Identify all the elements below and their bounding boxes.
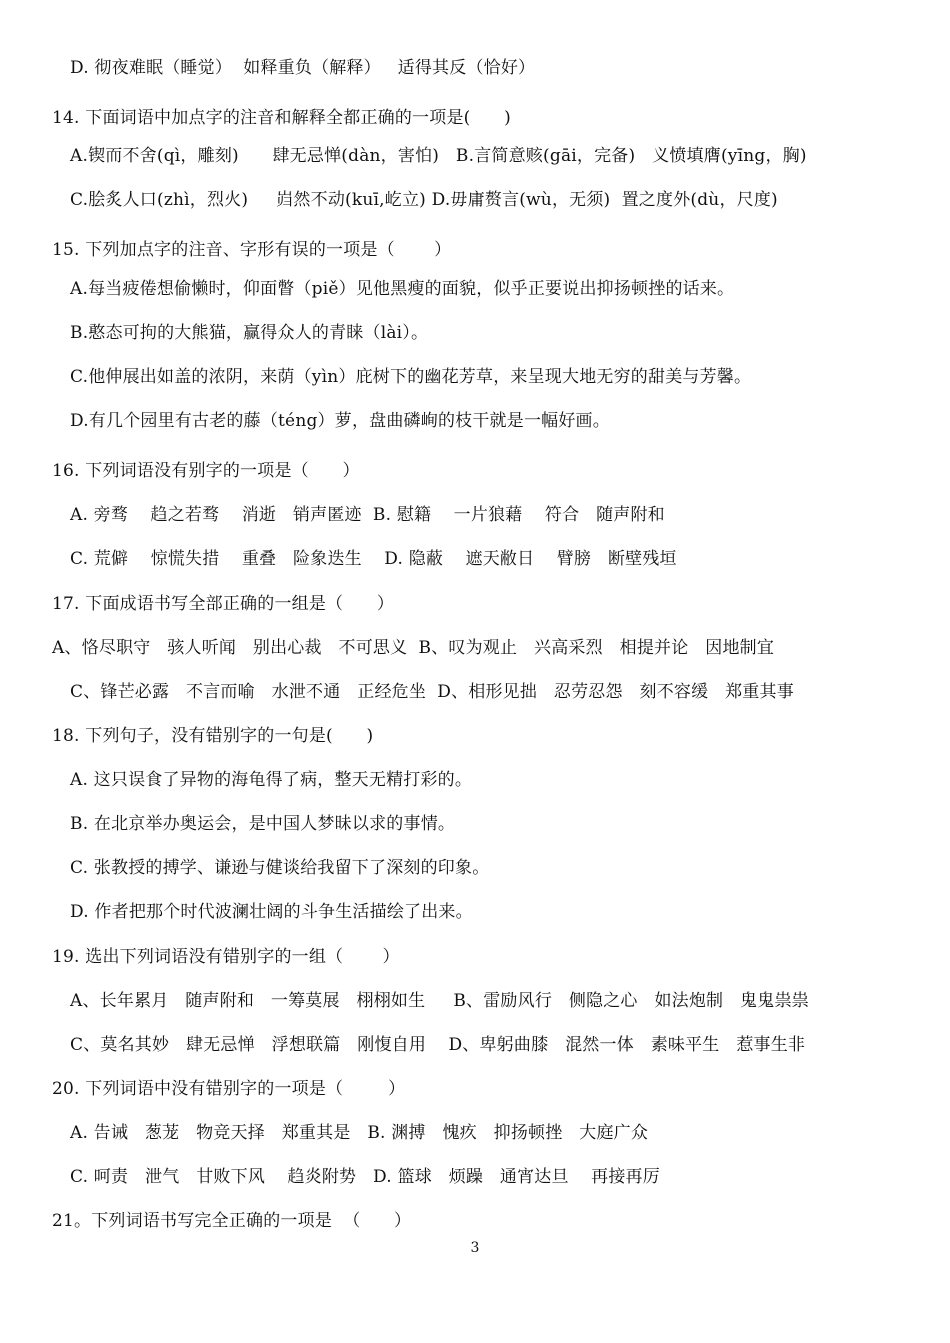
q15-option-c: C.他伸展出如盖的浓阴，来荫（yìn）庇树下的幽花芳草，来呈现大地无穷的甜美与芳馨。 [70, 367, 752, 387]
q17-stem: 17. 下面成语书写全部正确的一组是（ ） [52, 594, 395, 614]
q18-option-b: B. 在北京举办奥运会，是中国人梦昧以求的事情。 [70, 814, 456, 834]
q16-stem: 16. 下列词语没有别字的一项是（ ） [52, 461, 360, 481]
q16-options-ab: A. 旁骛 趋之若骛 消逝 销声匿迹 B. 慰籍 一片狼藉 符合 随声附和 [70, 505, 665, 525]
q15-option-b: B.憨态可拘的大熊猫，赢得众人的青睐（lài）。 [70, 323, 429, 343]
q18-option-a: A. 这只误食了异物的海龟得了病，整天无精打彩的。 [70, 770, 473, 790]
q14-options-ab: A.锲而不舍(qì，雕刻) 肆无忌惮(dàn，害怕) B.言简意赅(gāi，完备) 义愤填膺(yīng，胸) [70, 146, 807, 166]
q13-option-d: D. 彻夜难眠（睡觉） 如释重负（解释） 适得其反（恰好） [70, 58, 536, 78]
q17-options-cd: C、锋芒必露 不言而喻 水泄不通 正经危坐 D、相形见拙 忍劳忍怨 刻不容缓 郑重其事 [70, 682, 794, 702]
page-number: 3 [470, 1240, 480, 1256]
q16-options-cd: C. 荒僻 惊慌失措 重叠 险象迭生 D. 隐蔽 遮天敝日 臂膀 断壁残垣 [70, 549, 677, 569]
q15-option-d: D.有几个园里有古老的藤（téng）萝，盘曲磷峋的枝干就是一幅好画。 [70, 411, 610, 431]
q18-option-d: D. 作者把那个时代波澜壮阔的斗争生活描绘了出来。 [70, 902, 473, 922]
q15-stem: 15. 下列加点字的注音、字形有误的一项是（ ） [52, 240, 452, 260]
q15-option-a: A.每当疲倦想偷懒时，仰面瞥（piě）见他黑瘦的面貌，似乎正要说出抑扬顿挫的话来。 [70, 279, 735, 299]
q17-options-ab: A、恪尽职守 骇人听闻 别出心裁 不可思义 B、叹为观止 兴高采烈 相提并论 因地制宜 [52, 638, 775, 658]
q19-options-cd: C、莫名其妙 肆无忌惮 浮想联篇 刚愎自用 D、卑躬曲膝 混然一体 素味平生 惹事生非 [70, 1035, 806, 1055]
q14-options-cd: C.脍炙人口(zhì，烈火) 岿然不动(kuī,屹立) D.毋庸赘言(wù，无须) 置之度外(dù，尺度) [70, 190, 778, 210]
q20-options-cd: C. 呵责 泄气 甘败下风 趋炎附势 D. 篮球 烦躁 通宵达旦 再接再厉 [70, 1167, 660, 1187]
q21-stem: 21。下列词语书写完全正确的一项是 （ ） [52, 1211, 412, 1231]
q19-stem: 19. 选出下列词语没有错别字的一组（ ） [52, 947, 400, 967]
q18-stem: 18. 下列句子，没有错别字的一句是( ) [52, 726, 374, 746]
q19-options-ab: A、长年累月 随声附和 一筹莫展 栩栩如生 B、雷励风行 侧隐之心 如法炮制 鬼鬼祟祟 [70, 991, 809, 1011]
q14-stem: 14. 下面词语中加点字的注音和解释全都正确的一项是( ) [52, 108, 511, 128]
q18-option-c: C. 张教授的搏学、谦逊与健谈给我留下了深刻的印象。 [70, 858, 490, 878]
q20-stem: 20. 下列词语中没有错别字的一项是（ ） [52, 1079, 406, 1099]
q20-options-ab: A. 告诫 葱茏 物竞天择 郑重其是 B. 渊搏 愧疚 抑扬顿挫 大庭广众 [70, 1123, 649, 1143]
